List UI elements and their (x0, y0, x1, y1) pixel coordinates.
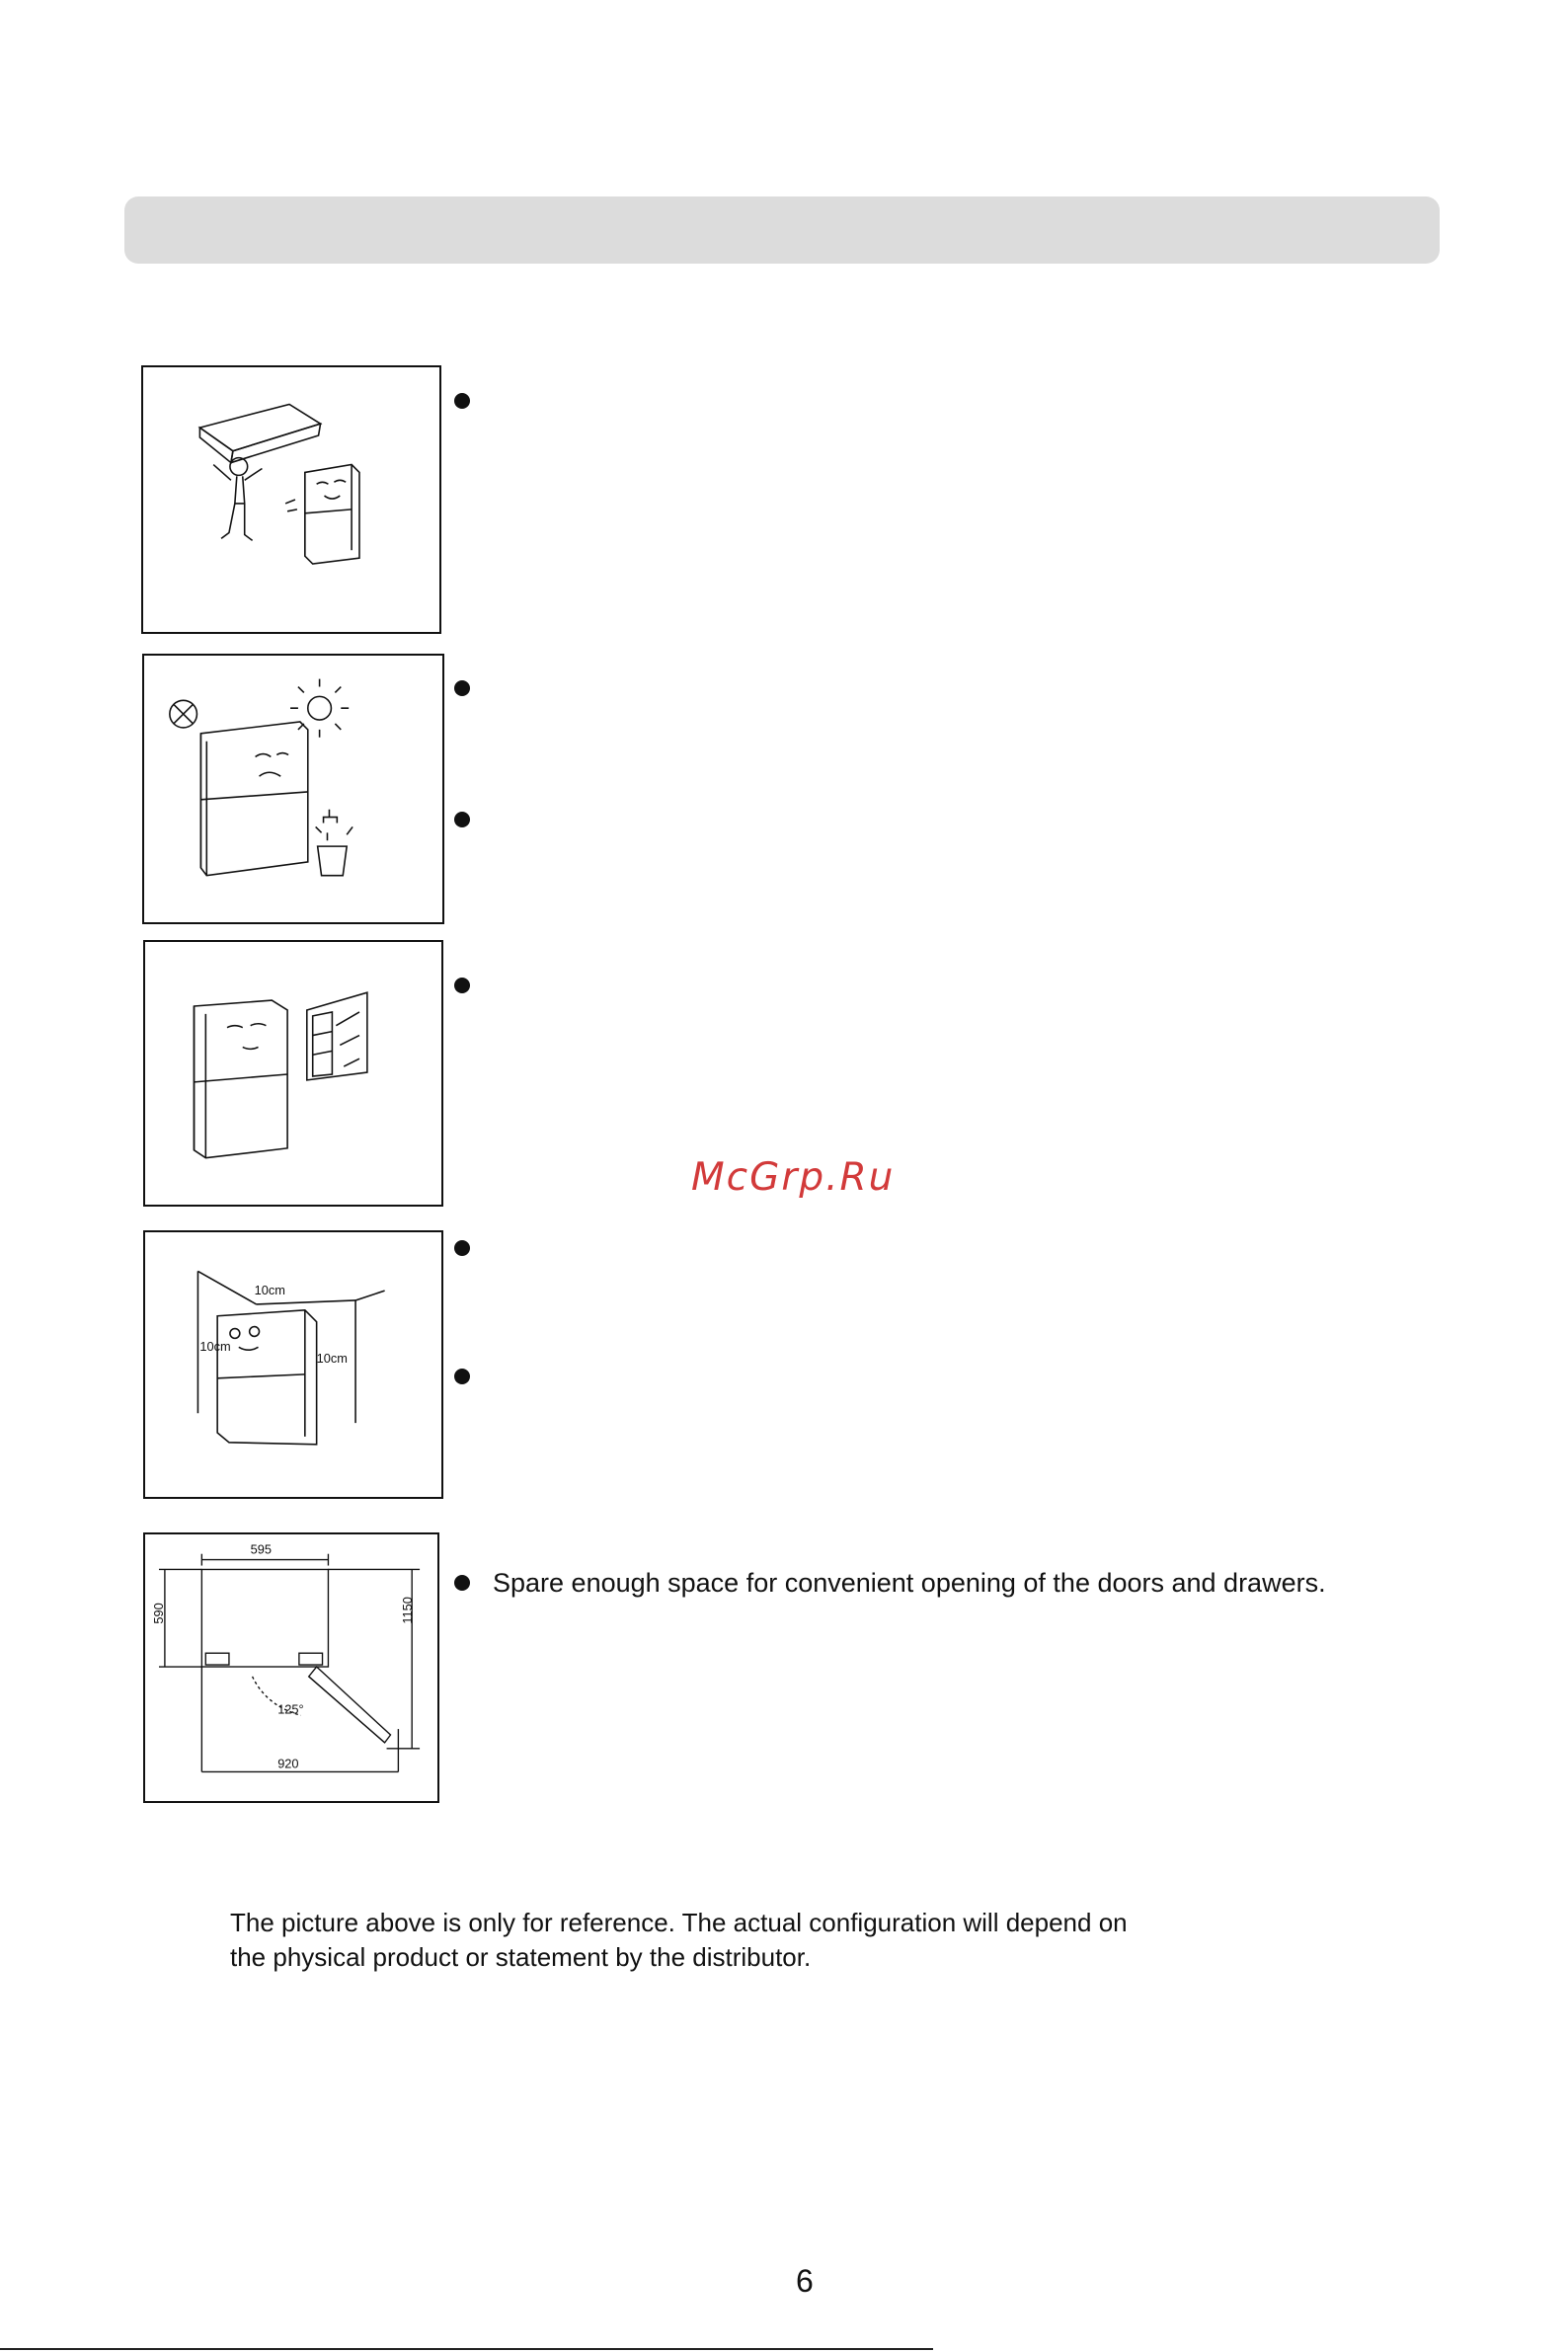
illustration-ventilated-location (143, 940, 443, 1207)
ventilated-location-drawing (145, 942, 441, 1205)
dim-width-open-label: 920 (277, 1756, 299, 1771)
section-header-bar (124, 196, 1440, 264)
illustration-clearance (143, 1230, 443, 1499)
bullet-2-1 (454, 680, 470, 696)
dim-depth-open-label: 1150 (400, 1597, 416, 1624)
moving-fridge-drawing (143, 367, 439, 632)
footer-rule (0, 2348, 933, 2350)
clearance-back-label: 10cm (254, 1283, 285, 1298)
illustration-door-clearance-plan (143, 1532, 439, 1803)
avoid-sun-water-drawing (144, 656, 442, 922)
bullet-5-1 (454, 1575, 470, 1591)
clearance-left-label: 10cm (199, 1339, 231, 1355)
footnote-line-2: the physical product or statement by the distributor. (230, 1942, 812, 1972)
footnote-line-1: The picture above is only for reference. The actual configuration will depend on (230, 1908, 1128, 1937)
prohibited-icon (170, 700, 197, 728)
dim-angle-label: 125° (277, 1701, 304, 1717)
clearance-right-label: 10cm (316, 1351, 348, 1367)
illustration-avoid-sun-and-water (142, 654, 444, 924)
bullet-text-5-1: Spare enough space for convenient opening of the doors and drawers. (493, 1568, 1326, 1598)
dim-depth-label: 590 (150, 1603, 166, 1624)
bullet-4-1 (454, 1240, 470, 1256)
watermark: McGrp.Ru (691, 1155, 896, 1200)
page-number: 6 (796, 2263, 814, 2299)
bullet-2-2 (454, 812, 470, 827)
bullet-3-1 (454, 978, 470, 993)
clearance-drawing (145, 1232, 441, 1497)
reference-footnote (230, 1906, 1316, 1975)
bullet-1-1 (454, 393, 470, 409)
bullet-4-2 (454, 1369, 470, 1384)
door-clearance-plan-drawing (145, 1534, 437, 1801)
dim-width-label: 595 (250, 1541, 272, 1557)
illustration-moving-fridge (141, 365, 441, 634)
